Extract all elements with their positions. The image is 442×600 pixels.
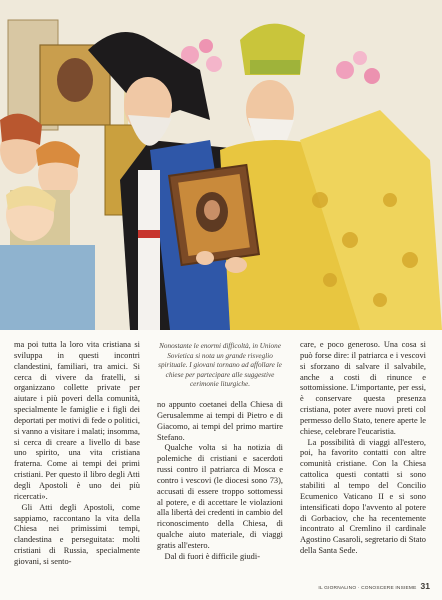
page-number: 31 [420,581,430,591]
footer-source: IL GIORNALINO · CONOSCERE INSIEME [318,586,417,591]
paragraph: Dal di fuori è difficile giudi- [164,551,260,561]
column-3 [300,340,426,557]
paragraph: no appunto coetanei della Chiesa di Gerusalemme ai tempi di Pietro e di Giacomo, ai tempi del primo martire Stefano. [157,399,283,442]
paragraph: ma poi tutta la loro vita cristiana si sviluppa in questi incontri clandestini, familiari, tra amici. Si cerca di vivere da fratelli, si organizzano collette private per aiutare i più poveri della comunità, specialmente le famiglie e i figli dei deportati per motivi di fede o politici, si vanno a visitare i malati; insomma, si cerca di creare a livello di base uno spirito, una vita cristiana fraterna. Come ai tempi dei primi cristiani. Per questo il libro degli Atti degli Apostoli è uno dei più ricercati». [14,340,140,501]
paragraph: care, e poco generoso. Una cosa si può forse dire: il patriarca e i vescovi si sforzano di salvare il salvabile, anche a costi di rinunce e sottomissione. L'importante, per essi, è conservare questa presenza cristiana, poter avere nuovi preti col permesso dello Stato, tenere aperte le chiese, celebrare l'eucaristia. [300,340,426,436]
paragraph: Gli Atti degli Apostoli, come sappiamo, raccontano la vita della Chiesa nei primissimi tempi, clandestina e perseguitata: molti cristiani di Russia, specialmente giovani, si sento- [14,502,140,566]
column-1 [14,340,140,568]
column-2 [157,340,283,563]
paragraph: La possibilità di viaggi all'estero, poi, ha favorito contatti con altre comunità cristiane. Con la Chiesa cattolica questi contatti si sono stabiliti al tempo del Concilio Ecumenico Vaticano II e si sono intensificati dopo l'avvento al potere di Gorbaciov, che ha recentemente incontrato al Cremlino il cardinale Agostino Casaroli, segretario di Stato della Santa Sede. [300,437,426,556]
paragraph: Qualche volta si ha notizia di polemiche di cristiani e sacerdoti russi contro il patriarca di Mosca e contro i vescovi (le diocesi sono 73), accusati di essere troppo sottomessi al potere, e di accettare le violazioni alla libertà dei credenti in cambio del riconoscimento della Chiesa, di qualche aiuto materiale, di viaggi gratis all'estero. [157,443,283,550]
page-footer [318,581,430,591]
image-caption: Nonostante le enormi difficoltà, in Unione Sovietica si nota un grande risveglio spirituale. I giovani tornano ad affollare le chiese per partecipare alle suggestive cerimonie liturgiche. [158,342,282,389]
